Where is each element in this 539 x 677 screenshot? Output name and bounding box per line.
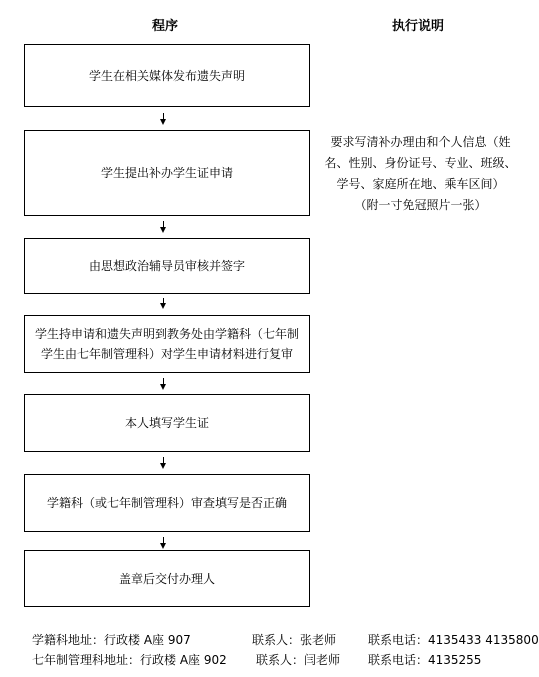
application-requirements-note	[318, 132, 523, 216]
registrar-contact: 联系人：张老师	[252, 633, 337, 647]
step-fill-card	[24, 394, 310, 452]
step-academic-affairs-recheck	[24, 315, 310, 373]
note-line-4: （附一寸免冠照片一张）	[354, 198, 487, 212]
seven-year-office-phone: 联系电话：4135255	[368, 653, 482, 667]
step-submit-application	[24, 130, 310, 216]
step-4-text-line-2: 学生由七年制管理科）对学生申请材料进行复审	[40, 347, 293, 361]
step-1-text: 学生在相关媒体发布遗失声明	[88, 68, 245, 83]
step-stamp-deliver	[24, 550, 310, 607]
note-line-2: 名、性别、身份证号、专业、班级、	[324, 156, 517, 170]
step-2-text: 学生提出补办学生证申请	[100, 166, 233, 180]
step-verify-card	[24, 474, 310, 532]
step-publish-loss-notice	[24, 44, 310, 107]
registrar-address: 学籍科地址：行政楼 A座 907	[32, 633, 191, 647]
step-5-text: 本人填写学生证	[124, 416, 209, 430]
note-line-3: 学号、家庭所在地、乘车区间）	[336, 177, 505, 191]
step-3-text: 由思想政治辅导员审核并签字	[88, 259, 245, 273]
step-4-text-line-1: 学生持申请和遗失声明到教务处由学籍科（七年制	[34, 327, 299, 341]
step-7-text: 盖章后交付办理人	[118, 571, 215, 586]
notes-header: 执行说明	[392, 19, 445, 34]
seven-year-office-address: 七年制管理科地址：行政楼 A座 902	[32, 653, 227, 667]
step-counselor-review	[24, 238, 310, 294]
registrar-phone: 联系电话：4135433 4135800	[368, 633, 539, 647]
seven-year-office-contact: 联系人：闫老师	[256, 653, 341, 667]
procedure-header: 程序	[152, 19, 179, 34]
step-6-text: 学籍科（或七年制管理科）审查填写是否正确	[46, 496, 287, 510]
note-line-1: 要求写清补办理由和个人信息（姓	[330, 135, 511, 149]
